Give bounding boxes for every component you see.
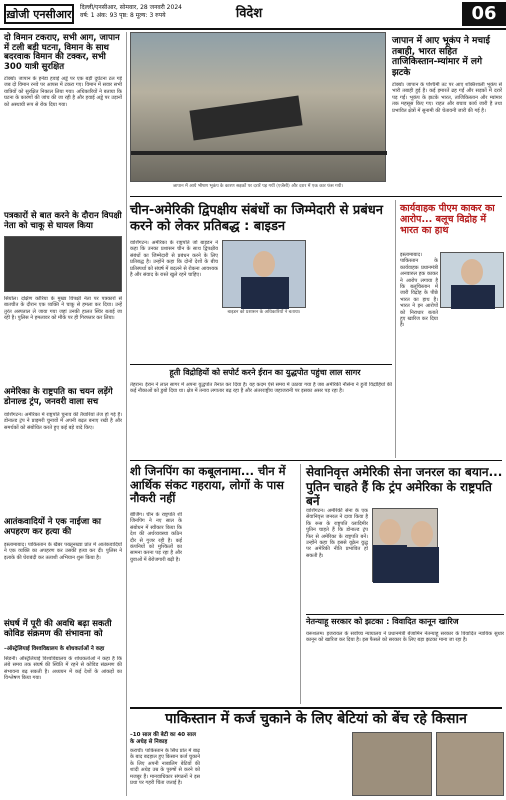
kakar-photo: [440, 252, 504, 308]
netanyahu-headline: नेतन्याहू सरकार को झटका : विवादित कानून खारिज: [306, 617, 459, 626]
pakistan-body-col2: [204, 732, 274, 796]
trump-suit: [373, 545, 407, 583]
journalists-headline: पत्रकारों से बात करने के दौरान विपक्षी नेता को चाकू से घायल किया: [4, 211, 122, 231]
japan-collapse-body: टोक्यो। जापान के हनेडा हवाई अड्डे पर एक बड़ी दुर्घटना टल गई जब दो विमान रनवे पर आपस में टकरा गए। विमान में सवार सभी यात्रियों को सुरक्षित निकाल लिया गया। अधिकारियों ने बताया कि घटना के कारणों की जांच की जा रही है और हवाई अड्डे पर उड़ानों को अस्थायी रूप से रोक दिया गया।: [4, 76, 122, 108]
netanyahu-body: यरूशलम। इजरायल के सर्वोच्च न्यायालय ने प्रधानमंत्री बेंजामिन नेतन्याहू सरकार के विवादित न्यायिक सुधार कानून को खारिज कर दिया है। इस फैसले को सरकार के लिए बड़ा झटका माना जा रहा है।: [306, 631, 504, 644]
terror-body: इस्लामाबाद। पाकिस्तान के खैबर पख्तूनख्वा प्रांत में आतंकवादियों ने एक व्यक्ति का अपहरण कर उसकी हत्या कर दी। पुलिस ने इलाके की घेराबंदी कर तलाशी अभियान शुरू किया है।: [4, 542, 122, 561]
us-jobs-body: वाशिंगटन। अमेरिका में राष्ट्रपति चुनाव की तैयारियां तेज हो गई हैं। डोनाल्ड ट्रंप ने प्राइमरी चुनावों में अपनी बढ़त बनाए रखी है और समर्थकों को संबोधित करते हुए कई बड़े वादे किए।: [4, 412, 122, 431]
divider-bottom: [130, 707, 502, 709]
date-line-2: वर्ष: 1 अंक: 93 पृष्ठ: 8 मूल्य: 3 रुपये: [80, 12, 166, 19]
covid-subhead: –ऑस्ट्रेलियाई विश्वविद्यालय के शोधकर्ताओं ने कहा: [4, 646, 105, 652]
journalists-body: सियोल। दक्षिण कोरिया के मुख्य विपक्षी नेता पर पत्रकारों से बातचीत के दौरान एक व्यक्ति ने चाकू से हमला कर दिया। उन्हें तुरंत अस्पताल ले जाया गया जहां उनकी हालत स्थिर बताई जा रही है। पुलिस ने हमलावर को मौके पर ही गिरफ्तार कर लिया।: [4, 296, 122, 322]
putin-body: वाशिंगटन। अमेरिकी सेना के एक सेवानिवृत्त जनरल ने दावा किया है कि रूस के राष्ट्रपति व्लादिमीर पुतिन चाहते हैं कि डोनाल्ड ट्रंप फिर से अमेरिका के राष्ट्रपति बनें। उन्होंने कहा कि इससे यूक्रेन युद्ध पर अमेरिकी नीति प्रभावित हो सकती है।: [306, 508, 368, 559]
biden-face: [253, 251, 275, 277]
covid-headline: संघर्ष में पूरी की अवधि बढ़ा सकती कोविड संक्रमण की संभावना को: [4, 619, 112, 639]
pakistan-body-col3: [278, 732, 348, 796]
houthi-body: तेहरान। ईरान ने लाल सागर में अपना युद्धपोत तैनात कर दिया है। यह कदम ऐसे समय में उठाया गया है जब अमेरिकी नौसेना ने हूती विद्रोहियों की कई नौकाओं को डुबो दिया था। क्षेत्र में तनाव लगातार बढ़ रहा है और अंतरराष्ट्रीय जहाजरानी पर इसका असर पड़ रहा है।: [130, 382, 392, 395]
brand-logo: ख़ोजी एनसीआर: [4, 4, 74, 24]
kakar-body-col2: [440, 312, 504, 452]
biden-photo: [222, 240, 306, 308]
column-rule-right: [395, 200, 396, 458]
biden-headline: चीन-अमेरिकी द्विपक्षीय संबंधों का जिम्मेदारी से प्रबंधन करने को लेकर प्रतिबद्ध : बाइडन: [130, 203, 383, 234]
car-shape: [189, 95, 302, 140]
quake-photo: [130, 32, 386, 182]
kakar-suit: [451, 285, 495, 309]
japan-quake-body: टोक्यो। जापान के पश्चिमी तट पर आए शक्तिशाली भूकंप से भारी तबाही हुई है। कई इमारतें ढह गईं और सड़कों में दरारें पड़ गईं। भूकंप के झटके भारत, ताजिकिस्तान और म्यांमार तक महसूस किए गए। राहत और बचाव कार्य जारी है तथा प्रभावित क्षेत्रों में सुनामी की चेतावनी जारी की गई है।: [392, 82, 502, 114]
putin-face: [411, 521, 433, 547]
date-line: [80, 4, 210, 20]
pakistan-photo-2: [436, 732, 504, 796]
masthead: [0, 0, 506, 30]
covid-body: सिडनी। ऑस्ट्रेलियाई विश्वविद्यालय के शोधकर्ताओं ने कहा है कि लंबे समय तक संघर्ष की स्थिति में रहने से कोविड संक्रमण की संभावना बढ़ सकती है। अध्ययन में कई देशों के आंकड़ों का विश्लेषण किया गया।: [4, 656, 122, 682]
pakistan-headline: पाकिस्तान में कर्ज चुकाने के लिए बेटियां को बेंच रहे किसान: [165, 711, 467, 727]
page-number: 06: [462, 2, 506, 26]
xi-headline: शी जिनपिंग का कबूलनामा... चीन में आर्थिक संकट गहराया, लोगों के पास नौकरी नहीं: [130, 464, 286, 505]
terror-headline: आतंकवादियों ने एक नाईजा का अपहरण कर हत्या की: [4, 517, 101, 537]
pakistan-photo-1: [352, 732, 432, 796]
biden-caption: बाइडन को प्रशासन के अधिकारियों ने बताया।: [227, 310, 301, 315]
pakistan-body: कराची। पाकिस्तान के सिंध प्रांत में बाढ़ के बाद बदहाल हुए किसान कर्ज चुकाने के लिए अपनी नाबालिग बेटियों की शादी अधेड़ उम्र के पुरुषों से करने को मजबूर हैं। मानवाधिकार संगठनों ने इस प्रथा पर गहरी चिंता जताई है।: [130, 748, 200, 787]
section-title: विदेश: [235, 6, 263, 21]
putin-suit: [407, 547, 439, 583]
divider-top: [130, 196, 502, 197]
column-rule-xi: [300, 464, 301, 704]
divider-mid: [130, 460, 502, 461]
putin-headline: सेवानिवृत्त अमेरिकी सेना जनरल का बयान... पुतिन चाहते हैं कि ट्रंप अमेरिका के राष्ट्रपति बनें: [306, 465, 503, 508]
journalists-photo: [4, 236, 122, 292]
trump-face: [379, 519, 401, 545]
xi-body-col2: [186, 512, 238, 702]
biden-suit: [241, 277, 289, 309]
quake-caption: जापान में आये भीषण भूकंप के कारण सड़कों पर दरारें पड़ गयीं (एजेंसी) और दरार में एक कार फंस गयी।: [172, 184, 344, 189]
putin-body-col3: [442, 508, 504, 608]
pakistan-subhead: –10 साल की बेटी का 40 साल के अधेड़ से निकाह: [130, 732, 196, 745]
divider-netanyahu: [306, 614, 504, 615]
xi-body: बीजिंग। चीन के राष्ट्रपति शी जिनपिंग ने नए साल के संबोधन में स्वीकार किया कि देश की अर्थव्यवस्था कठिन दौर से गुजर रही है। कई कंपनियों को मुश्किलों का सामना करना पड़ रहा है और युवाओं में बेरोजगारी बढ़ी है।: [130, 512, 182, 563]
date-line-1: दिल्ली/एनसीआर, सोमवार, 28 जनवरी 2024: [80, 4, 182, 11]
kakar-face: [461, 259, 483, 285]
divider-houthi: [130, 364, 392, 365]
road-crack: [131, 151, 387, 155]
us-jobs-headline: अमेरिका के राष्ट्रपति का चयन लड़ेंगे डोनाल्ड ट्रंप, जनवरी वाला सच: [4, 387, 113, 407]
kakar-headline: कार्यवाहक पीएम काकर का आरोप... बलूच विद्रोह में भारत का हाथ: [400, 203, 495, 236]
japan-collapse-headline: दो विमान टकराए, सभी आग, जापान में टली बड़ी घटना, विमान के साथ बदरवाक विमान की टक्कर, सभी 300 यात्री सुरक्षित: [4, 33, 120, 72]
biden-body-col2: [310, 240, 390, 360]
japan-quake-headline: जापान में आए भूकंप ने मचाई तबाही, भारत सहित ताजिकिस्तान-म्यांमार में लगे झटके: [392, 36, 490, 78]
trump-putin-photo: [372, 508, 438, 582]
houthi-headline: हूती विद्रोहियों को सपोर्ट करने ईरान का युद्धपोत पहुंचा लाल सागर: [169, 368, 361, 377]
biden-body: वाशिंगटन। अमेरिका के राष्ट्रपति जो बाइडन ने कहा कि उनका प्रशासन चीन के साथ द्विपक्षीय संबंधों का जिम्मेदारी से प्रबंधन करने के लिए प्रतिबद्ध है। उन्होंने कहा कि दोनों देशों के बीच प्रतिस्पर्धा को संघर्ष में बदलने से रोकना आवश्यक है और संवाद के रास्ते खुले रहने चाहिए।: [130, 240, 218, 279]
xi-body-col3: [242, 512, 296, 702]
kakar-body: इस्लामाबाद। पाकिस्तान के कार्यवाहक प्रधानमंत्री अनवारुल हक काकर ने आरोप लगाया है कि बलूचिस्तान में जारी विद्रोह के पीछे भारत का हाथ है। भारत ने इन आरोपों को निराधार बताते हुए खारिज कर दिया है।: [400, 252, 438, 329]
column-rule-left: [126, 32, 127, 796]
